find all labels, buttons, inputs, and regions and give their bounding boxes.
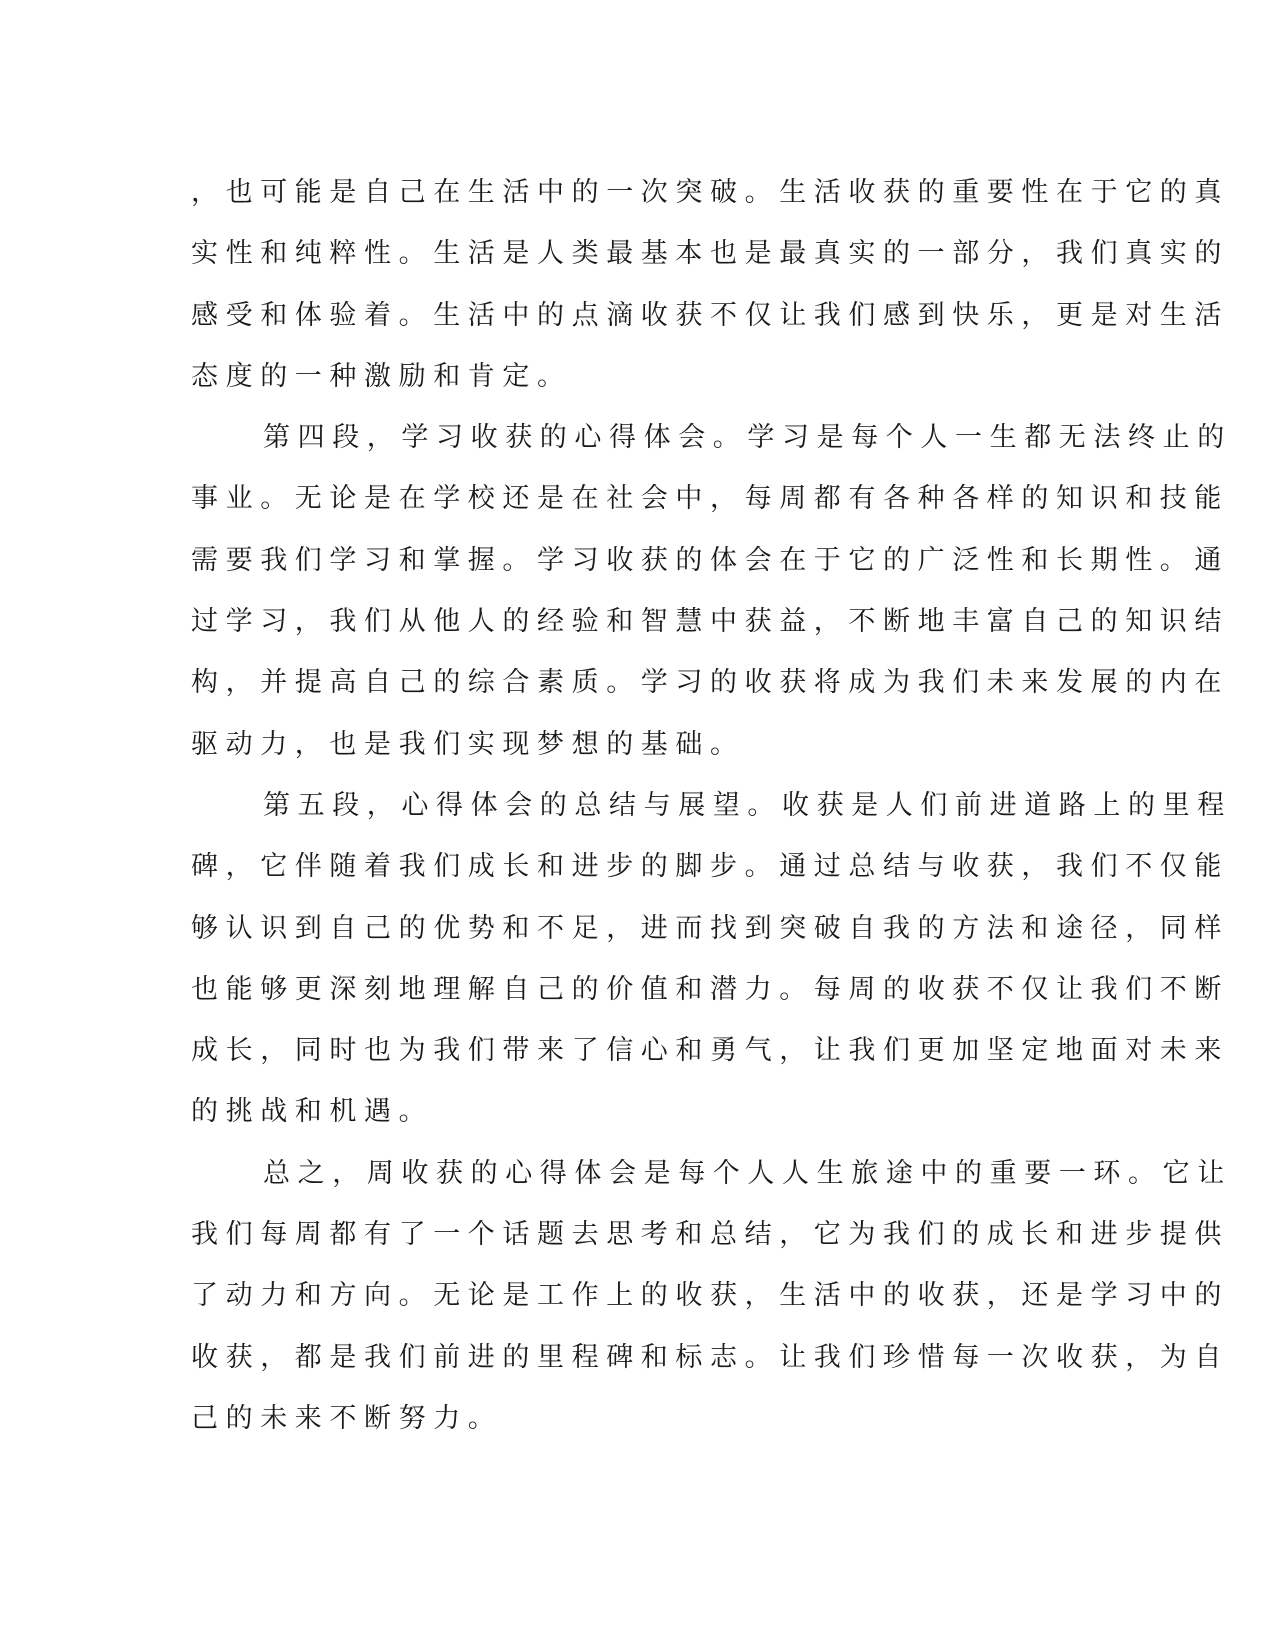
- text-line: 态度的一种激励和肯定。: [191, 360, 572, 392]
- text-line: ，也可能是自己在生活中的一次突破。生活收获的重要性在于它的真: [191, 177, 1229, 208]
- text-line: 的挑战和机遇。: [191, 1096, 434, 1128]
- text-line: 了动力和方向。无论是工作上的收获，生活中的收获，还是学习中的: [191, 1280, 1229, 1312]
- text-line: 第四段，学习收获的心得体会。学习是每个人一生都无法终止的: [263, 422, 1232, 454]
- paragraph-study-gains: [191, 407, 1232, 775]
- paragraph-life-continued: [191, 162, 1229, 407]
- text-line: 需要我们学习和掌握。学习收获的体会在于它的广泛性和长期性。通: [191, 544, 1229, 576]
- text-line: 够认识到自己的优势和不足，进而找到突破自我的方法和途径，同样: [191, 912, 1229, 944]
- text-line: 构，并提高自己的综合素质。学习的收获将成为我们未来发展的内在: [191, 667, 1229, 699]
- text-line: 成长，同时也为我们带来了信心和勇气，让我们更加坚定地面对未来: [191, 1035, 1229, 1067]
- text-line: 实性和纯粹性。生活是人类最基本也是最真实的一部分，我们真实的: [191, 238, 1229, 270]
- paragraph-summary-outlook: [191, 775, 1232, 1143]
- text-line: 总之，周收获的心得体会是每个人人生旅途中的重要一环。它让: [263, 1157, 1232, 1189]
- text-line: 过学习，我们从他人的经验和智慧中获益，不断地丰富自己的知识结: [191, 606, 1229, 638]
- text-line: 己的未来不断努力。: [191, 1402, 503, 1434]
- text-line: 收获，都是我们前进的里程碑和标志。让我们珍惜每一次收获，为自: [191, 1341, 1229, 1373]
- text-line: 感受和体验着。生活中的点滴收获不仅让我们感到快乐，更是对生活: [191, 299, 1229, 331]
- text-line: 第五段，心得体会的总结与展望。收获是人们前进道路上的里程: [263, 789, 1232, 821]
- text-line: 我们每周都有了一个话题去思考和总结，它为我们的成长和进步提供: [191, 1219, 1229, 1251]
- text-line: 事业。无论是在学校还是在社会中，每周都有各种各样的知识和技能: [191, 483, 1229, 515]
- document-body: [191, 162, 1232, 1449]
- paragraph-conclusion: [191, 1143, 1232, 1449]
- text-line: 驱动力，也是我们实现梦想的基础。: [191, 728, 745, 760]
- text-line: 碑，它伴随着我们成长和进步的脚步。通过总结与收获，我们不仅能: [191, 851, 1229, 883]
- text-line: 也能够更深刻地理解自己的价值和潜力。每周的收获不仅让我们不断: [191, 973, 1229, 1005]
